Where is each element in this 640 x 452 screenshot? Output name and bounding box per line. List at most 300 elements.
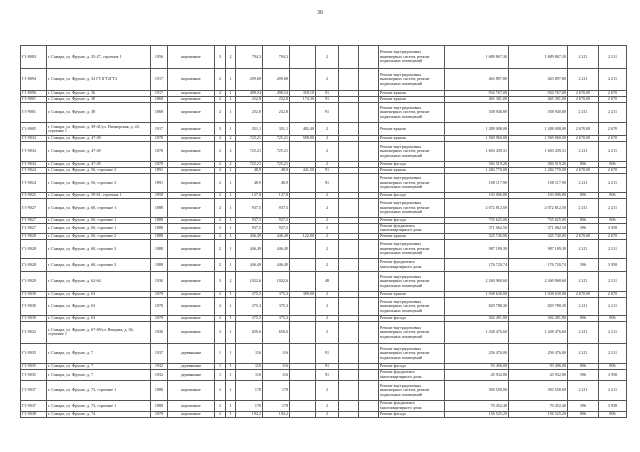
cell-cost: 755 625,00: [445, 218, 509, 224]
cell-addr: г. Самара, ул. Фрунзе, д. 38: [47, 97, 151, 103]
cell-r2: 2 211: [599, 174, 627, 193]
cell-cost2: 584 519,26: [509, 162, 568, 168]
cell-d: 91: [316, 343, 339, 363]
cell-work: Ремонт внутридомовых инженерных систем, ремонт подвальных помещений: [379, 199, 445, 218]
cell-addr: г. Самара, ул. Фрунзе, д. 63: [47, 291, 151, 297]
cell-r2: 2 211: [599, 380, 627, 400]
cell-c: 122,00: [290, 233, 316, 239]
cell-mat: кирпичные: [168, 136, 215, 142]
cell-r2: 806: [599, 411, 627, 417]
cell-id: Г1-9030: [21, 291, 47, 297]
cell-addr: г. Самара, ул. Фрунзе, д. 60, строение 2: [47, 258, 151, 271]
cell-mat: кирпичные: [168, 123, 215, 136]
cell-b: 48,9: [263, 168, 290, 174]
cell-a: 48,9: [236, 174, 263, 193]
cell-c: [290, 103, 316, 123]
cell-mat: деревянные: [168, 343, 215, 363]
cell-d: 91: [316, 97, 339, 103]
cell-mat: деревянные: [168, 363, 215, 369]
cell-mat: кирпичные: [168, 91, 215, 97]
cell-d: 2: [316, 199, 339, 218]
cell-year: 1888: [151, 224, 168, 234]
cell-e: 1: [226, 193, 236, 199]
cell-cost: 93 496,00: [445, 363, 509, 369]
cell-d: 2: [316, 136, 339, 142]
table-row: [21, 174, 627, 193]
cell-r1: 2 670,00: [568, 91, 599, 97]
cell-a: 937,5: [236, 218, 263, 224]
cell-f: 2: [215, 258, 226, 271]
cell-cost: 934 767,00: [445, 91, 509, 97]
cell-cost: 558 940,80: [445, 103, 509, 123]
cell-mat: кирпичные: [168, 174, 215, 193]
cell-r1: 2 211: [568, 142, 599, 162]
cell-work: Ремонт фасада: [379, 411, 445, 417]
table-row: [21, 69, 627, 91]
cell-d: 91: [316, 91, 339, 97]
cell-a: 446,49: [236, 239, 263, 258]
cell-f: 1: [215, 363, 226, 369]
cell-b: 446,49: [263, 233, 290, 239]
cell-a: 794,3: [236, 46, 263, 69]
cell-addr: г. Самара, ул. Фрунзе, д. 74: [47, 411, 151, 417]
cell-id: Г1-9038: [21, 411, 47, 417]
cell-a: 725,21: [236, 142, 263, 162]
cell-r1: 396: [568, 258, 599, 271]
cell-a: 498,54: [236, 91, 263, 97]
cell-f: 3: [215, 123, 226, 136]
table-row: [21, 343, 627, 363]
cell-cost: 108 117,90: [445, 174, 509, 193]
cell-work: Ремонт крыши: [379, 91, 445, 97]
cell-id: Г1-9032: [21, 321, 47, 343]
cell-a: 116: [236, 369, 263, 380]
cell-c: [290, 297, 316, 315]
cell-r1: 806: [568, 218, 599, 224]
cell-year: 1956: [151, 46, 168, 69]
cell-work: Ремонт крыши: [379, 168, 445, 174]
cell-e: 1: [226, 363, 236, 369]
cell-addr: г. Самара, ул. Фрунзе, д. 59-61, строение 1: [47, 193, 151, 199]
cell-f: 2: [215, 400, 226, 411]
cell-year: 1878: [151, 291, 168, 297]
cell-id: Г1-9005: [21, 123, 47, 136]
cell-r1: 2 211: [568, 69, 599, 91]
cell-empty: [339, 199, 359, 218]
cell-cost2: 2 072 812,50: [509, 199, 568, 218]
cell-r2: 2 670: [599, 233, 627, 239]
cell-id: Г1-8083: [21, 46, 47, 69]
table-row: [21, 142, 627, 162]
cell-r2: 806: [599, 315, 627, 321]
cell-c: 482,40: [290, 123, 316, 136]
cell-cost2: 1 603 439,31: [509, 142, 568, 162]
cell-c: [290, 411, 316, 417]
cell-mat: кирпичные: [168, 69, 215, 91]
cell-empty: [339, 321, 359, 343]
cell-a: 725,21: [236, 136, 263, 142]
cell-year: 1888: [151, 233, 168, 239]
cell-d: 2: [316, 46, 339, 69]
cell-c: [290, 199, 316, 218]
cell-work: Ремонт крыши: [379, 233, 445, 239]
cell-work: Ремонт фасада: [379, 218, 445, 224]
table-row: [21, 123, 627, 136]
cell-addr: г. Самара, ул. Фрунзе, д. 7: [47, 363, 151, 369]
cell-cost2: 45 932,80: [509, 369, 568, 380]
cell-e: 2: [226, 162, 236, 168]
cell-cost: 465 381,00: [445, 97, 509, 103]
cell-addr: г. Самара, ул. Фрунзе, д. 47-49: [47, 162, 151, 168]
cell-addr: г. Самара, ул. Фрунзе, д. 60, строение 1: [47, 224, 151, 234]
cell-cost2: 93 496,00: [509, 363, 568, 369]
cell-b: 498,54: [263, 91, 290, 97]
cell-mat: кирпичные: [168, 97, 215, 103]
cell-work: Ремонт фасада: [379, 363, 445, 369]
cell-mat: кирпичные: [168, 224, 215, 234]
cell-mat: кирпичные: [168, 380, 215, 400]
cell-c: 350,10: [290, 91, 316, 97]
cell-f: 2: [215, 218, 226, 224]
cell-empty: [359, 369, 379, 380]
cell-cost2: 1 038 630,00: [509, 291, 568, 297]
cell-r2: 3 958: [599, 224, 627, 234]
cell-b: 116: [263, 369, 290, 380]
cell-work: Ремонт внутридомовых инженерных систем, ремонт подвальных помещений: [379, 271, 445, 291]
cell-a: 252,8: [236, 103, 263, 123]
cell-empty: [339, 174, 359, 193]
cell-f: 2: [215, 142, 226, 162]
cell-cost2: 465 381,00: [509, 97, 568, 103]
cell-e: 1: [226, 233, 236, 239]
cell-a: 375,3: [236, 297, 263, 315]
cell-id: Г1-9034: [21, 162, 47, 168]
cell-cost2: 2 260 968,60: [509, 271, 568, 291]
cell-b: 351,1: [263, 123, 290, 136]
cell-mat: кирпичные: [168, 258, 215, 271]
cell-r2: 2 211: [599, 239, 627, 258]
cell-addr: г. Самара, ул. Фрунзе, д. 47-49: [47, 142, 151, 162]
cell-year: 1932: [151, 369, 168, 380]
cell-cost2: 558 940,80: [509, 103, 568, 123]
cell-c: [290, 271, 316, 291]
cell-f: 2: [215, 136, 226, 142]
cell-cost: 70 452,40: [445, 400, 509, 411]
cell-c: [290, 258, 316, 271]
cell-work: Ремонт внутридомовых инженерных систем, ремонт подвальных помещений: [379, 69, 445, 91]
cell-d: 2: [316, 193, 339, 199]
cell-id: Г1-9030: [21, 297, 47, 315]
cell-work: Ремонт внутридомовых инженерных систем, ремонт подвальных помещений: [379, 239, 445, 258]
cell-cost2: 1 689 867,30: [509, 46, 568, 69]
cell-cost: 1 569 960,00: [445, 136, 509, 142]
cell-empty: [359, 224, 379, 234]
cell-id: Г1-9024: [21, 174, 47, 193]
cell-mat: кирпичные: [168, 218, 215, 224]
cell-mat: деревянные: [168, 369, 215, 380]
cell-a: 725,21: [236, 162, 263, 168]
cell-r1: 2 670,00: [568, 97, 599, 103]
cell-b: 375,3: [263, 297, 290, 315]
cell-empty: [359, 239, 379, 258]
cell-a: 937,5: [236, 199, 263, 218]
cell-f: 2: [215, 91, 226, 97]
cell-cost: 2 072 812,50: [445, 199, 509, 218]
cell-cost: 176 720,74: [445, 258, 509, 271]
cell-empty: [359, 258, 379, 271]
cell-b: 375,3: [263, 315, 290, 321]
cell-a: 48,9: [236, 168, 263, 174]
cell-work: Ремонт фундамента многоквартирного дома: [379, 258, 445, 271]
cell-r1: 2 211: [568, 199, 599, 218]
cell-year: 1888: [151, 258, 168, 271]
cell-c: [290, 174, 316, 193]
cell-b: 725,21: [263, 136, 290, 142]
cell-f: 2: [215, 103, 226, 123]
cell-mat: кирпичные: [168, 199, 215, 218]
cell-b: 209,68: [263, 69, 290, 91]
table-row: [21, 258, 627, 271]
cell-e: 1: [226, 224, 236, 234]
cell-year: 1930: [151, 321, 168, 343]
cell-cost: 1 038 630,00: [445, 291, 509, 297]
cell-a: 650,6: [236, 321, 263, 343]
cell-e: 2: [226, 136, 236, 142]
cell-a: 252,8: [236, 97, 263, 103]
cell-cost: 156 525,20: [445, 411, 509, 417]
cell-c: [290, 369, 316, 380]
cell-addr: г. Самара, ул. Фрунзе, д. 73, строение 1: [47, 380, 151, 400]
cell-addr: г. Самара, ул. Фрунзе, д. 47-49: [47, 136, 151, 142]
cell-a: 178: [236, 380, 263, 400]
cell-f: 3: [215, 321, 226, 343]
cell-year: 1888: [151, 199, 168, 218]
table-row: [21, 297, 627, 315]
cell-year: 1878: [151, 142, 168, 162]
cell-cost2: 1 569 960,00: [509, 136, 568, 142]
cell-r1: 2 211: [568, 46, 599, 69]
cell-r2: 2 211: [599, 69, 627, 91]
cell-empty: [359, 343, 379, 363]
cell-id: Г1-9035: [21, 343, 47, 363]
cell-f: 2: [215, 168, 226, 174]
cell-r2: 806: [599, 218, 627, 224]
cell-c: [290, 343, 316, 363]
cell-d: 2: [316, 291, 339, 297]
cell-r1: 2 670,00: [568, 136, 599, 142]
cell-b: 725,21: [263, 162, 290, 168]
cell-mat: кирпичные: [168, 321, 215, 343]
cell-year: 1932: [151, 363, 168, 369]
cell-b: 127,8: [263, 193, 290, 199]
cell-work: Ремонт крыши: [379, 291, 445, 297]
cell-cost2: 1 288 008,00: [509, 123, 568, 136]
cell-b: 1022,6: [263, 271, 290, 291]
cell-r2: 2 670: [599, 97, 627, 103]
cell-id: Г1-8096: [21, 91, 47, 97]
cell-f: 3: [215, 46, 226, 69]
cell-year: 1891: [151, 168, 168, 174]
cell-b: 375,3: [263, 291, 290, 297]
cell-d: 2: [316, 315, 339, 321]
cell-year: 1878: [151, 411, 168, 417]
cell-e: 1: [226, 400, 236, 411]
cell-empty: [359, 69, 379, 91]
cell-a: 351,1: [236, 123, 263, 136]
table-row: [21, 103, 627, 123]
cell-a: 194,2: [236, 411, 263, 417]
cell-r1: 2 211: [568, 239, 599, 258]
cell-empty: [359, 297, 379, 315]
cell-year: 1878: [151, 315, 168, 321]
table-row: [21, 400, 627, 411]
cell-id: Г1-9001: [21, 97, 47, 103]
cell-empty: [339, 142, 359, 162]
cell-c: [290, 380, 316, 400]
cell-b: 794,3: [263, 46, 290, 69]
cell-work: Ремонт фасада: [379, 193, 445, 199]
cell-empty: [339, 239, 359, 258]
cell-c: [290, 400, 316, 411]
cell-a: 127,8: [236, 193, 263, 199]
cell-cost2: 108 117,90: [509, 174, 568, 193]
cell-work: Ремонт крыши: [379, 136, 445, 142]
cell-e: 2: [226, 271, 236, 291]
repair-program-table: [20, 45, 627, 418]
cell-e: 1: [226, 369, 236, 380]
cell-cost2: 103 006,80: [509, 193, 568, 199]
cell-addr: г. Самара, ул. Фрунзе, д. 60, строение 1: [47, 199, 151, 218]
cell-year: 1917: [151, 123, 168, 136]
cell-work: Ремонт внутридомовых инженерных систем, ремонт подвальных помещений: [379, 174, 445, 193]
cell-d: 2: [316, 69, 339, 91]
cell-e: 1: [226, 321, 236, 343]
cell-c: [290, 142, 316, 162]
cell-r1: 806: [568, 363, 599, 369]
cell-r1: 806: [568, 193, 599, 199]
cell-id: Г1-9035: [21, 369, 47, 380]
cell-mat: кирпичные: [168, 142, 215, 162]
cell-a: 209,68: [236, 69, 263, 91]
cell-b: 252,8: [263, 103, 290, 123]
cell-year: 1858: [151, 193, 168, 199]
cell-mat: кирпичные: [168, 411, 215, 417]
cell-a: 178: [236, 400, 263, 411]
cell-work: Ремонт крыши: [379, 123, 445, 136]
cell-r1: 2 211: [568, 297, 599, 315]
cell-e: 1: [226, 291, 236, 297]
cell-d: 2: [316, 380, 339, 400]
cell-r2: 2 670: [599, 168, 627, 174]
cell-mat: кирпичные: [168, 297, 215, 315]
cell-work: Ремонт фундамента многоквартирного дома: [379, 224, 445, 234]
cell-c: 174,30: [290, 97, 316, 103]
cell-empty: [359, 380, 379, 400]
cell-c: 389,00: [290, 291, 316, 297]
cell-cost: 256 476,00: [445, 343, 509, 363]
cell-e: 1: [226, 258, 236, 271]
cell-year: 1878: [151, 136, 168, 142]
cell-b: 446,49: [263, 239, 290, 258]
cell-addr: г. Самара, ул. Фрунзе, д. 67-69/ул. Венцека, д. 36, строение 1: [47, 321, 151, 343]
cell-addr: г. Самара, ул. Фрунзе, д. 7: [47, 369, 151, 380]
cell-cost2: 987 189,39: [509, 239, 568, 258]
cell-r1: 2 670,00: [568, 123, 599, 136]
cell-r2: 3 958: [599, 258, 627, 271]
cell-addr: г. Самара, ул. Фрунзе, д. 32 ГТ1ГТ2ГТ3: [47, 69, 151, 91]
cell-d: 2: [316, 224, 339, 234]
cell-work: Ремонт внутридомовых инженерных систем, ремонт подвальных помещений: [379, 297, 445, 315]
cell-r1: 2 670,00: [568, 291, 599, 297]
cell-empty: [339, 224, 359, 234]
cell-d: 2: [316, 142, 339, 162]
cell-e: 1: [226, 69, 236, 91]
cell-cost: 2 260 968,60: [445, 271, 509, 291]
cell-id: Г1-8094: [21, 69, 47, 91]
cell-empty: [339, 123, 359, 136]
cell-empty: [359, 199, 379, 218]
cell-cost2: 256 476,00: [509, 343, 568, 363]
cell-cost: 1 603 439,31: [445, 142, 509, 162]
cell-e: 1: [226, 297, 236, 315]
cell-year: 1878: [151, 297, 168, 315]
cell-cost: 1 689 867,30: [445, 46, 509, 69]
cell-e: 1: [226, 218, 236, 224]
cell-mat: кирпичные: [168, 46, 215, 69]
cell-f: 2: [215, 224, 226, 234]
cell-work: Ремонт внутридомовых инженерных систем, ремонт подвальных помещений: [379, 321, 445, 343]
cell-f: 3: [215, 271, 226, 291]
cell-b: 178: [263, 380, 290, 400]
cell-cost2: 1 438 476,60: [509, 321, 568, 343]
cell-r1: 2 211: [568, 271, 599, 291]
cell-r2: 2 211: [599, 103, 627, 123]
cell-work: Ремонт фундамента многоквартирного дома: [379, 400, 445, 411]
cell-mat: кирпичные: [168, 103, 215, 123]
cell-empty: [359, 400, 379, 411]
cell-empty: [359, 411, 379, 417]
cell-cost: 1 288 008,00: [445, 123, 509, 136]
cell-f: 2: [215, 233, 226, 239]
cell-work: Ремонт фасада: [379, 162, 445, 168]
cell-id: Г1-9035: [21, 363, 47, 369]
cell-addr: г. Самара, ул. Фрунзе, д. 56, строение 2: [47, 168, 151, 174]
cell-r2: 2 670: [599, 291, 627, 297]
cell-year: 1888: [151, 218, 168, 224]
cell-addr: г. Самара, ул. Фрунзе, д. 7: [47, 343, 151, 363]
cell-f: 2: [215, 174, 226, 193]
cell-year: 1888: [151, 239, 168, 258]
cell-d: 2: [316, 233, 339, 239]
cell-b: 937,5: [263, 218, 290, 224]
cell-e: 1: [226, 380, 236, 400]
cell-empty: [339, 258, 359, 271]
table-row: [21, 380, 627, 400]
cell-work: Ремонт внутридомовых инженерных систем, ремонт подвальных помещений: [379, 103, 445, 123]
cell-d: 91: [316, 103, 339, 123]
cell-f: 2: [215, 411, 226, 417]
cell-c: 588,00: [290, 136, 316, 142]
cell-cost2: 176 720,74: [509, 258, 568, 271]
cell-d: 2: [316, 123, 339, 136]
cell-addr: г. Самара, ул. Фрунзе, д. 60, строение 2: [47, 233, 151, 239]
cell-mat: кирпичные: [168, 291, 215, 297]
cell-work: Ремонт фундамента многоквартирного дома: [379, 369, 445, 380]
cell-a: 116: [236, 343, 263, 363]
cell-year: 1917: [151, 91, 168, 97]
cell-cost: 103 006,80: [445, 193, 509, 199]
cell-d: 2: [316, 400, 339, 411]
